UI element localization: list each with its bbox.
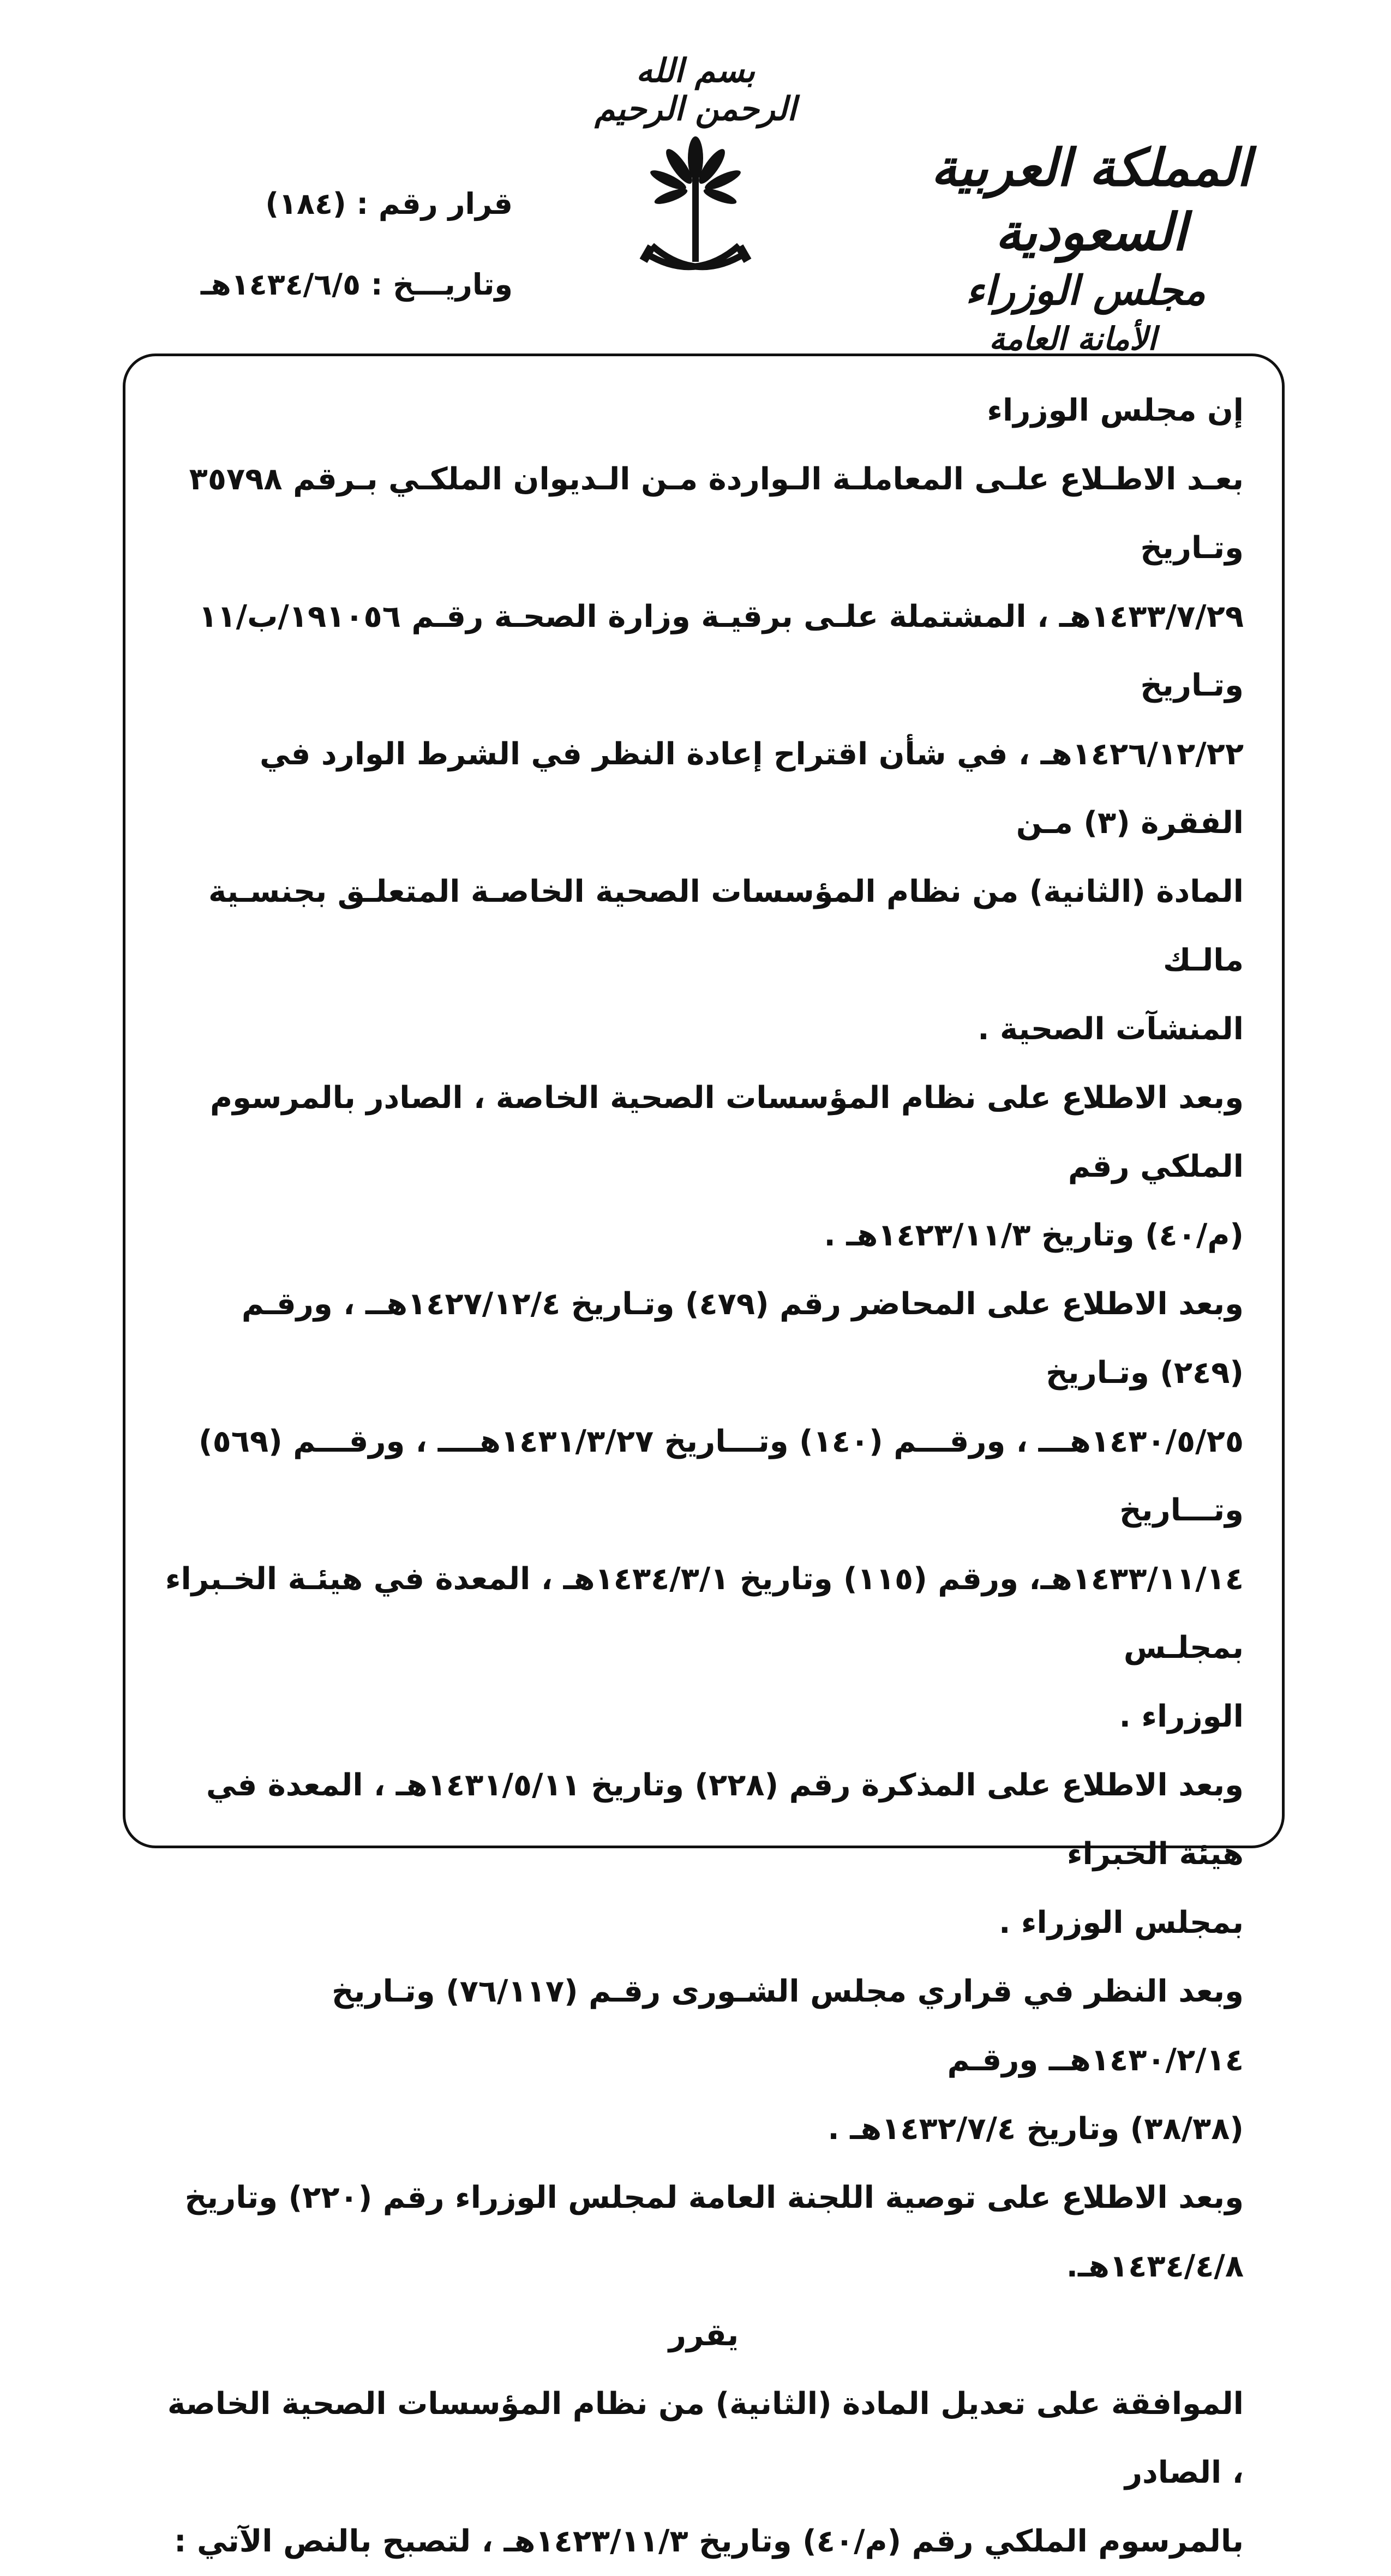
- text-line: بعـد الاطـلاع علـى المعاملـة الـواردة مـن الـديوان الملكـي بـرقم ٣٥٧٩٨ وتـاريخ: [189, 462, 1244, 566]
- text-line: ١٤٣٣/٧/٢٩هـ ، المشتملة علـى برقيـة وزارة الصحـة رقـم ١٩١٠٥٦/ب/١١ وتـاريخ: [199, 599, 1244, 703]
- decision-body: [164, 376, 1244, 2576]
- council-name: مجلس الوزراء: [965, 267, 1206, 314]
- resolves-heading: يقرر: [668, 2317, 739, 2353]
- text-line: (٣٨/٣٨) وتاريخ ١٤٣٢/٧/٤هـ .: [828, 2111, 1244, 2147]
- decision-number: قرار رقم : (١٨٤): [265, 187, 513, 221]
- decision-date: وتاريـــخ : ١٤٣٤/٦/٥هـ: [200, 267, 513, 302]
- text-line: ١٤٣٣/١١/١٤هـ، ورقم (١١٥) وتاريخ ١٤٣٤/٣/١هـ ، المعدة في هيئـة الخـبراء بمجلـس: [165, 1561, 1244, 1666]
- saudi-emblem-icon: [635, 136, 756, 295]
- text-line: بالمرسوم الملكي رقم (م/٤٠) وتاريخ ١٤٢٣/١١/٣هـ ، لتصبح بالنص الآتي :: [174, 2524, 1244, 2559]
- text-line: المنشآت الصحية .: [978, 1011, 1244, 1047]
- kingdom-name: المملكة العربية السعودية: [931, 138, 1251, 262]
- basmala: بسم الله الرحمن الرحيم: [595, 52, 796, 128]
- text-line: ١٤٢٦/١٢/٢٢هـ ، في شأن اقتراح إعادة النظر في الشرط الوارد في الفقرة (٣) مـن: [260, 736, 1244, 841]
- text-line: وبعد الاطلاع على توصية اللجنة العامة لمجلس الوزراء رقم (٢٢٠) وتاريخ ١٤٣٤/٤/٨هـ.: [184, 2180, 1244, 2284]
- text-line: إن مجلس الوزراء: [987, 393, 1244, 428]
- text-line: وبعد النظر في قراري مجلس الشـورى رقـم (٧٦/١١٧) وتـاريخ ١٤٣٠/٢/١٤هــ ورقـم: [331, 1974, 1244, 2078]
- secretariat-name: الأمانة العامة: [989, 320, 1156, 358]
- text-line: وبعد الاطلاع على نظام المؤسسات الصحية الخاصة ، الصادر بالمرسوم الملكي رقم: [210, 1080, 1244, 1184]
- text-line: الموافقة على تعديل المادة (الثانية) من نظام المؤسسات الصحية الخاصة ، الصادر: [167, 2386, 1244, 2490]
- text-line: وبعد الاطلاع على المحاضر رقم (٤٧٩) وتـاريخ ١٤٢٧/١٢/٤هــ ، ورقـم (٢٤٩) وتـاريخ: [241, 1286, 1244, 1391]
- text-line: ١٤٣٠/٥/٢٥هـــ ، ورقـــم (١٤٠) وتـــاريخ ١٤٣١/٣/٢٧هــــ ، ورقـــم (٥٦٩) وتـــاريخ: [199, 1424, 1244, 1528]
- decision-info: [175, 164, 513, 325]
- text-line: المادة (الثانية) من نظام المؤسسات الصحية الخاصـة المتعلـق بجنسـية مالـك: [208, 874, 1244, 978]
- text-line: الوزراء .: [1119, 1699, 1244, 1734]
- text-line: وبعد الاطلاع على المذكرة رقم (٢٢٨) وتاريخ ١٤٣١/٥/١١هـ ، المعدة في هيئة الخبراء: [206, 1768, 1244, 1872]
- letterhead: [916, 136, 1266, 361]
- text-line: (م/٤٠) وتاريخ ١٤٢٣/١١/٣هـ .: [824, 1218, 1244, 1253]
- text-line: بمجلس الوزراء .: [999, 1905, 1244, 1940]
